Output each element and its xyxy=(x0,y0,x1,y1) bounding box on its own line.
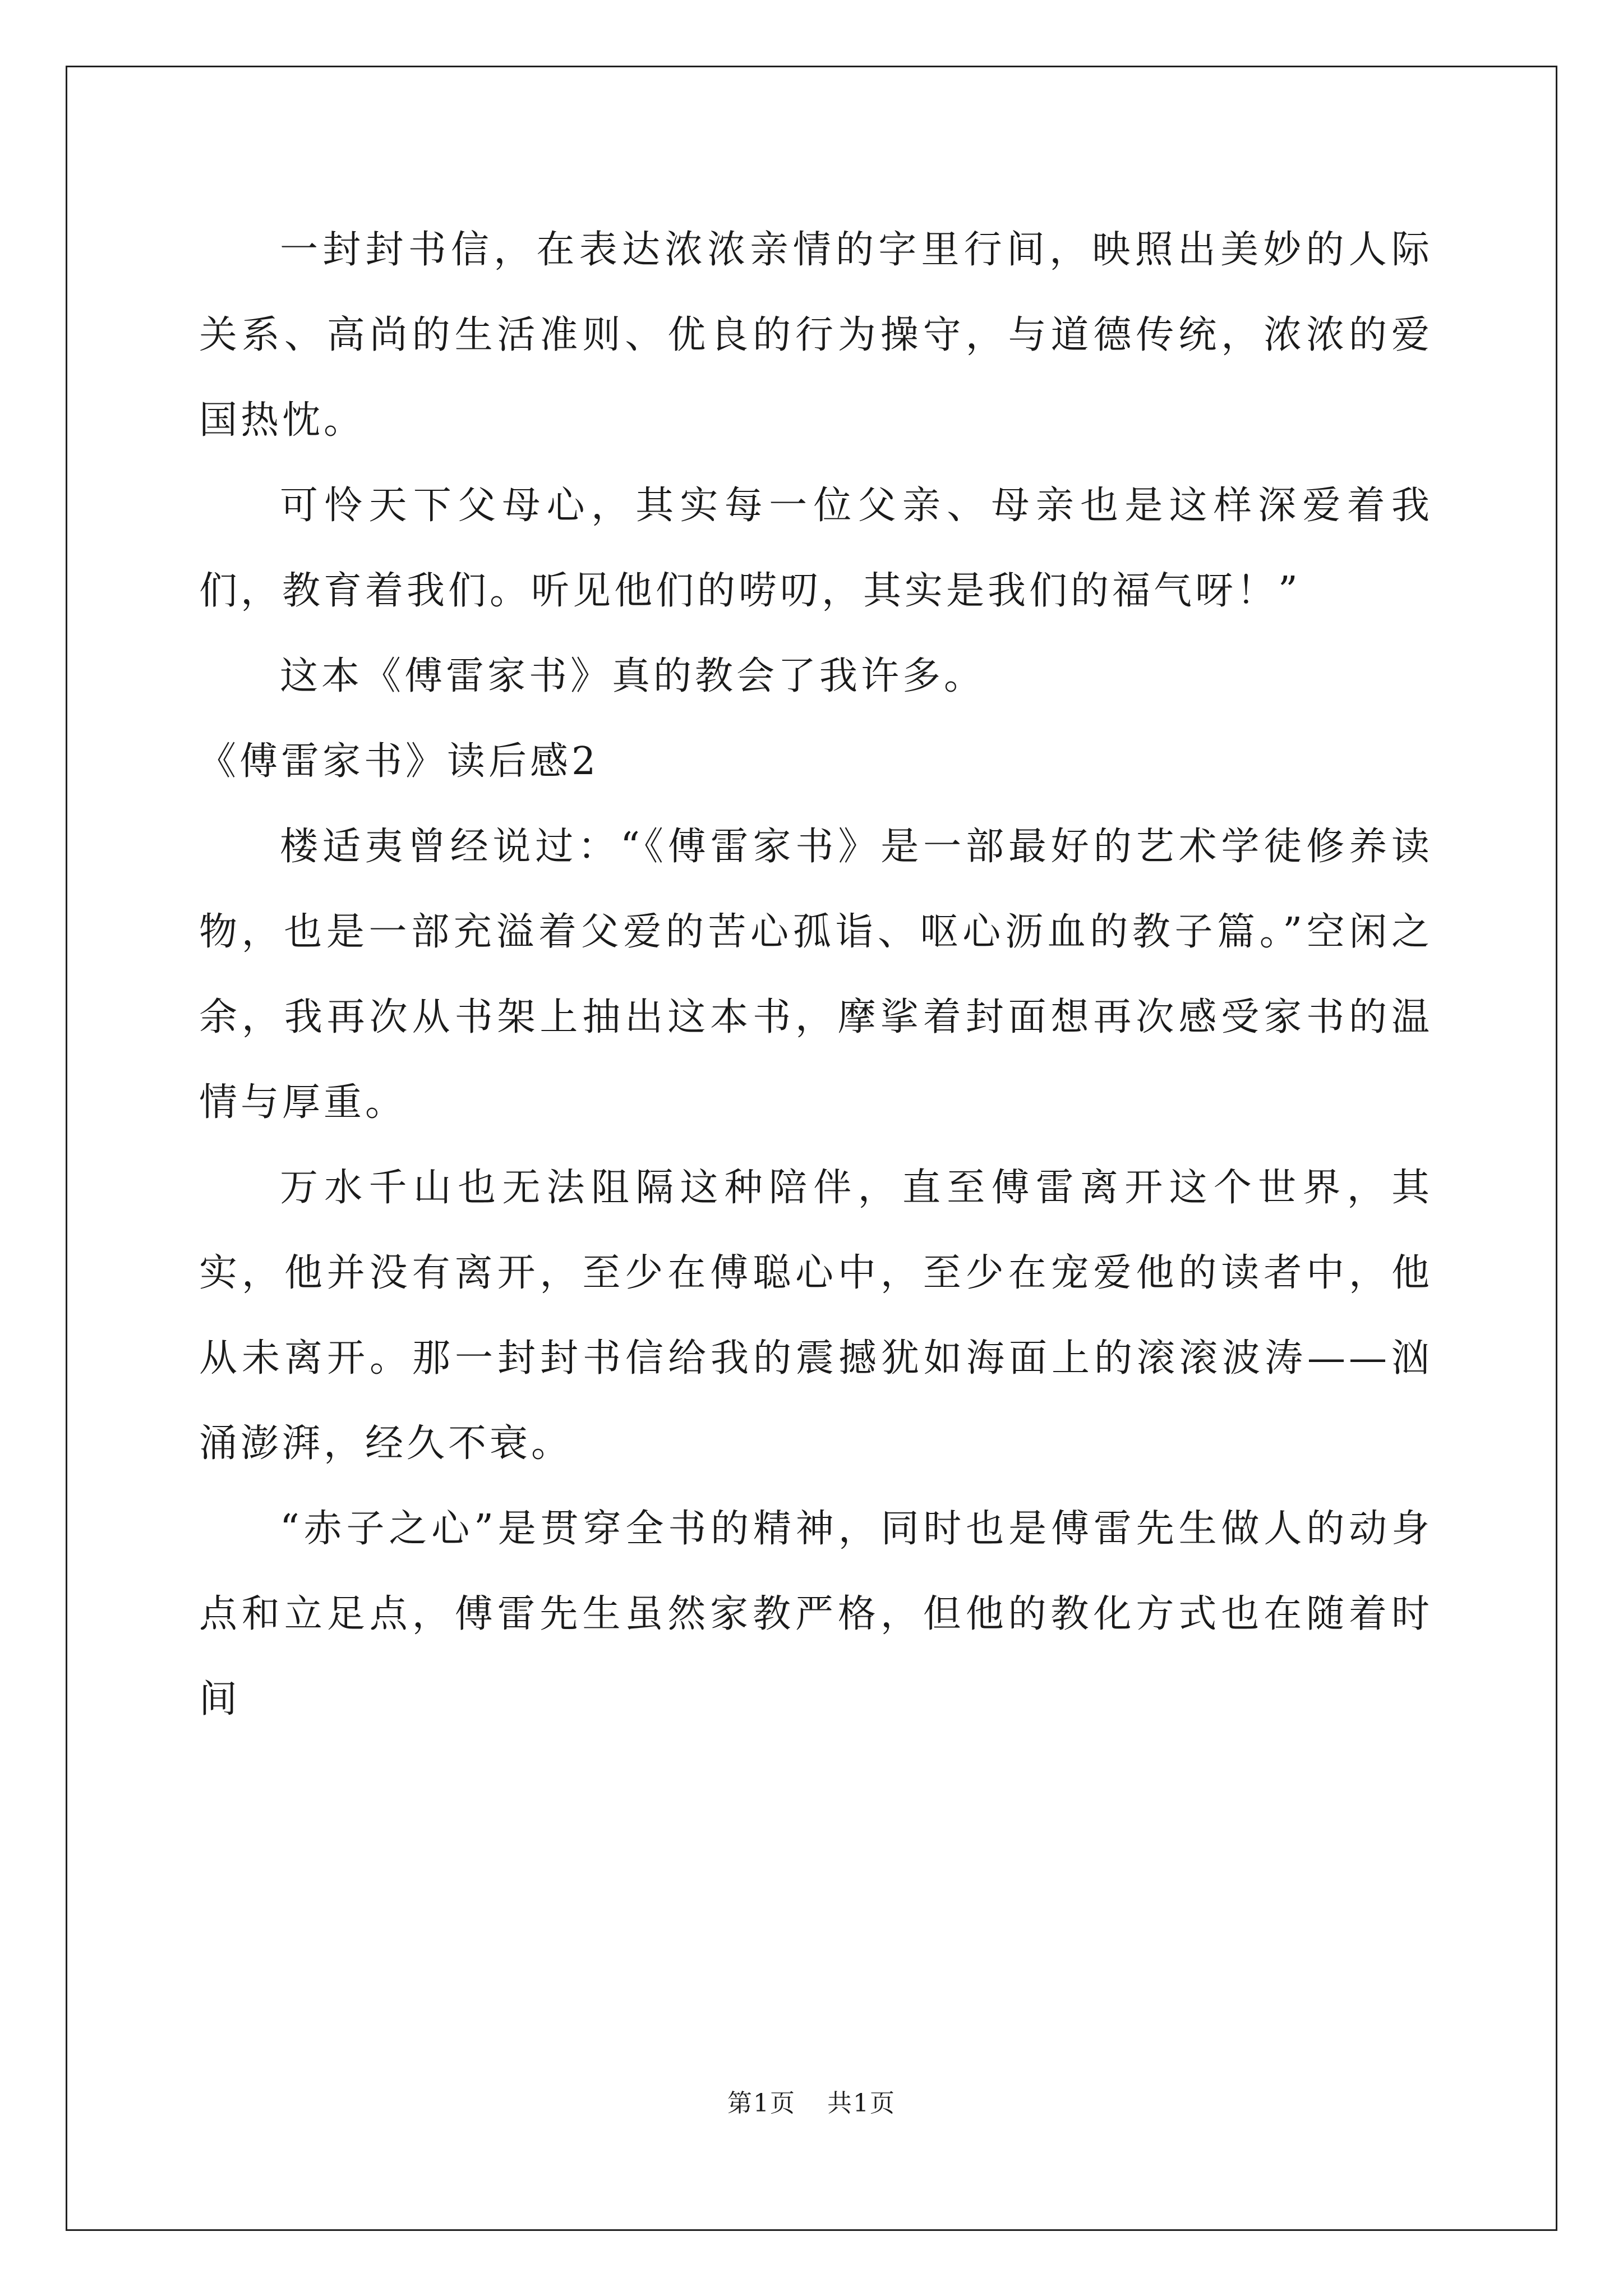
page-number: 第1页 xyxy=(727,2089,796,2118)
paragraph: 可怜天下父母心，其实每一位父亲、母亲也是这样深爱着我们，教育着我们。听见他们的唠叨，其实是我们的福气呀！” xyxy=(199,484,1433,613)
paragraph: “赤子之心”是贯穿全书的精神，同时也是傅雷先生做人的动身点和立足点，傅雷先生虽然家教严格，但他的教化方式也在随着时间 xyxy=(199,1507,1433,1722)
paragraph: 这本《傅雷家书》真的教会了我许多。 xyxy=(280,654,986,698)
section-heading: 《傅雷家书》读后感2 xyxy=(198,739,600,784)
page-footer xyxy=(0,2087,1623,2120)
page-total: 共1页 xyxy=(827,2089,896,2118)
paragraph: 楼适夷曾经说过：“《傅雷家书》是一部最好的艺术学徒修养读物，也是一部充溢着父爱的苦心孤诣、呕心沥血的教子篇。”空闲之余，我再次从书架上抽出这本书，摩挲着封面想再次感受家书的温情与厚重。 xyxy=(199,825,1433,1125)
paragraph: 一封封书信，在表达浓浓亲情的字里行间，映照出美妙的人际关系、高尚的生活准则、优良的行为操守，与道德传统，浓浓的爱国热忱。 xyxy=(199,228,1433,443)
document-body xyxy=(199,208,1433,1742)
paragraph: 万水千山也无法阻隔这种陪伴，直至傅雷离开这个世界，其实，他并没有离开，至少在傅聪心中，至少在宠爱他的读者中，他从未离开。那一封封书信给我的震撼犹如海面上的滚滚波涛——汹涌澎湃，经久不衰。 xyxy=(199,1166,1433,1466)
